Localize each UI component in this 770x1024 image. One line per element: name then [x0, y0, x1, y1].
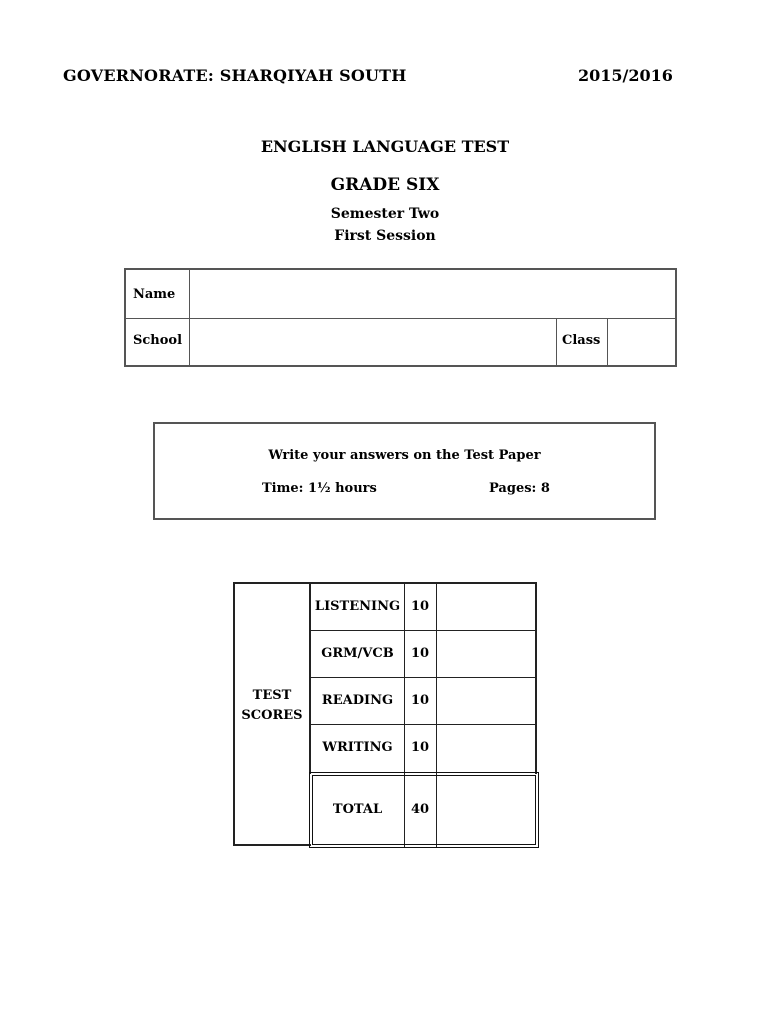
test-scores-table [233, 582, 539, 850]
section-reading: READING [321, 693, 394, 708]
test-scores-label-line2: SCORES [241, 708, 303, 723]
time-allowed: Time: 1½ hours [262, 481, 377, 496]
name-label: Name [133, 287, 176, 302]
section-grm-vcb: GRM/VCB [321, 646, 394, 661]
section-writing: WRITING [322, 740, 393, 755]
info-col-divider [189, 270, 190, 365]
section-total: TOTAL [332, 802, 383, 817]
school-field[interactable] [192, 320, 554, 364]
student-info-table [124, 268, 677, 367]
page-count: Pages: 8 [489, 481, 550, 496]
instructions-box [153, 422, 656, 520]
instructions-text: Write your answers on the Test Paper [268, 448, 541, 463]
academic-year: 2015/2016 [578, 66, 673, 85]
class-right-divider [607, 318, 608, 365]
class-field[interactable] [610, 320, 672, 364]
governorate-label: GOVERNORATE: SHARQIYAH SOUTH [63, 66, 407, 85]
score-reading-field[interactable] [438, 679, 534, 723]
grade-title: GRADE SIX [330, 175, 440, 195]
max-writing: 10 [411, 740, 430, 755]
max-reading: 10 [411, 693, 430, 708]
max-listening: 10 [411, 599, 430, 614]
score-writing-field[interactable] [438, 726, 534, 770]
score-grm-vcb-field[interactable] [438, 632, 534, 676]
semester-label: Semester Two [330, 206, 440, 222]
info-row-divider [126, 318, 675, 319]
score-total-field[interactable] [438, 778, 532, 842]
section-listening: LISTENING [314, 599, 401, 614]
max-total: 40 [411, 802, 430, 817]
class-left-divider [556, 318, 557, 365]
max-grm-vcb: 10 [411, 646, 430, 661]
test-scores-label-line1: TEST [252, 688, 292, 703]
session-label: First Session [334, 228, 436, 244]
score-listening-field[interactable] [438, 585, 534, 629]
school-label: School [133, 333, 183, 348]
test-title: ENGLISH LANGUAGE TEST [260, 137, 510, 156]
name-field[interactable] [192, 272, 672, 316]
class-label: Class [562, 333, 601, 348]
